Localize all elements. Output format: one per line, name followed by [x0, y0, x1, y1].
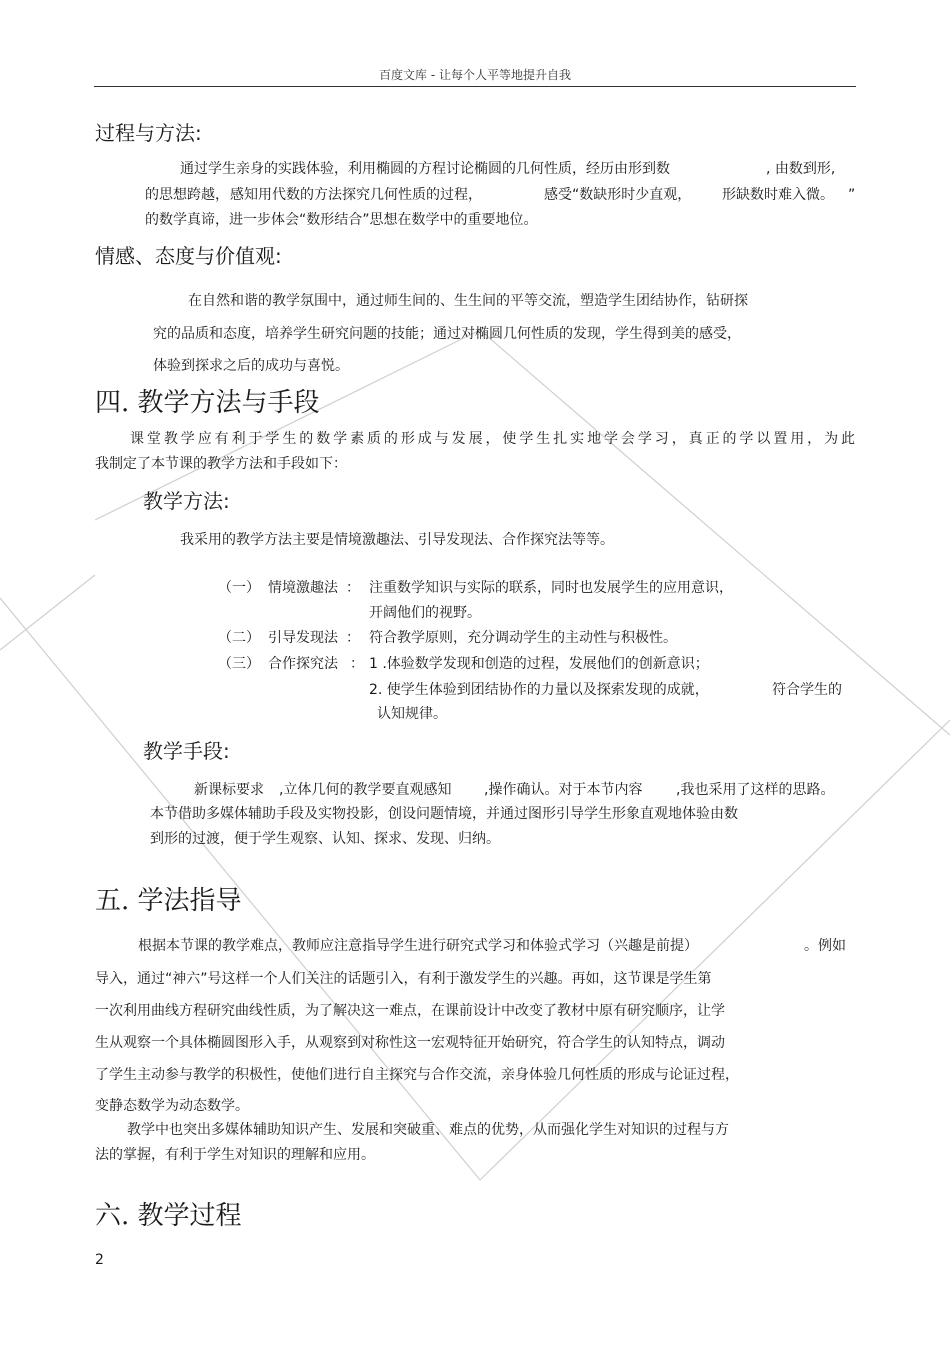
method-1-colon: ：	[346, 580, 360, 596]
method-2-colon: ：	[346, 630, 360, 646]
section5-line-1a: 根据本节课的教学难点，教师应注意指导学生进行研究式学习和体验式学习（兴趣是前提）	[138, 938, 698, 954]
heading-emotion-values: 情感、态度与价值观:	[95, 244, 282, 268]
method-1-name: 情境激趣法	[268, 580, 338, 596]
means-line-1a: 新课标要求	[194, 782, 264, 798]
means-line-2: 本节借助多媒体辅助手段及实物投影，创设问题情境，并通过图形引导学生形象直观地体验由数	[150, 806, 738, 822]
header-title: 百度文库 - 让每个人平等地提升自我	[379, 68, 571, 82]
heading-process-methods: 过程与方法:	[95, 121, 202, 145]
means-line-3: 到形的过渡，便于学生观察、认知、探求、发现、归纳。	[150, 831, 500, 847]
method-2-number: （二）	[218, 630, 260, 646]
means-line-1d: ,我也采用了这样的思路。	[676, 782, 835, 798]
section5-line-6: 变静态数学为动态数学。	[95, 1098, 249, 1114]
section5-line-1b: 。例如	[804, 938, 846, 954]
means-line-1c: ,操作确认。对于本节内容	[484, 782, 643, 798]
means-line-1b: ,立体几何的教学要直观感知	[279, 782, 452, 798]
methods-intro: 我采用的教学方法主要是情境激趣法、引导发现法、合作探究法等等。	[180, 532, 614, 548]
method-3-desc-line-2b: 符合学生的	[772, 682, 842, 698]
section5-line-2: 导入，通过“神六”号这样一个人们关注的话题引入，有利于激发学生的兴趣。再如，这节课是学生第	[95, 971, 712, 987]
method-3-number: （三）	[218, 656, 260, 672]
method-3-desc-line-3: 认知规律。	[377, 706, 447, 722]
method-2-desc: 符合教学原则，充分调动学生的主动性与积极性。	[369, 630, 677, 646]
process-line-1b: , 由数到形,	[766, 161, 836, 177]
method-2-name: 引导发现法	[268, 630, 338, 646]
emotion-line-1: 在自然和谐的教学氛围中，通过师生间的、生生间的平等交流，塑造学生团结协作，钻研探	[188, 293, 748, 309]
method-1-desc-line-2: 开阔他们的视野。	[369, 605, 481, 621]
section5-line-4: 生从观察一个具体椭圆图形入手，从观察到对称性这一宏观特征开始研究，符合学生的认知特点，调动	[95, 1035, 725, 1051]
header-divider	[94, 86, 856, 87]
method-1-desc-line-1: 注重数学知识与实际的联系，同时也发展学生的应用意识，	[369, 580, 733, 596]
heading-section-6: 六. 教学过程	[95, 1201, 242, 1231]
process-line-2a: 的思想跨越，	[145, 187, 229, 203]
page-number: 2	[95, 1252, 104, 1268]
section5-line-5: 了学生主动参与教学的积极性，使他们进行自主探究与合作交流，亲身体验几何性质的形成与论证过程，	[95, 1067, 739, 1083]
process-line-2c: 感受“数缺形时少直观，	[544, 187, 692, 203]
process-line-2b: 感知用代数的方法探究几何性质的过程，	[230, 187, 482, 203]
method-3-desc-line-2a: 2. 使学生体验到团结协作的力量以及探索发现的成就，	[369, 682, 709, 698]
process-line-1a: 通过学生亲身的实践体验，利用椭圆的方程讨论椭圆的几何性质，经历由形到数	[180, 161, 670, 177]
process-line-2d: 形缺数时难入微。	[722, 187, 834, 203]
heading-section-4: 四. 教学方法与手段	[95, 388, 320, 418]
section5-line-7: 教学中也突出多媒体辅助知识产生、发展和突破重、难点的优势，从而强化学生对知识的过程与方	[127, 1122, 729, 1138]
method-3-name: 合作探究法	[268, 656, 338, 672]
heading-teaching-means: 教学手段:	[143, 739, 230, 763]
section4-intro-line-2: 我制定了本节课的教学方法和手段如下：	[95, 456, 347, 472]
section5-line-8: 法的掌握，有利于学生对知识的理解和应用。	[95, 1147, 375, 1163]
method-3-desc-line-1: 1 .体验数学发现和创造的过程，发展他们的创新意识；	[369, 656, 709, 672]
process-line-3: 的数学真谛，进一步体会“数形结合”思想在数学中的重要地位。	[145, 212, 538, 228]
process-line-2e: ”	[848, 187, 856, 203]
method-1-number: （一）	[218, 580, 260, 596]
method-3-colon: ：	[350, 656, 364, 672]
section5-line-3: 一次利用曲线方程研究曲线性质，为了解决这一难点，在课前设计中改变了教材中原有研究顺序，让学	[95, 1003, 725, 1019]
emotion-line-3: 体验到探求之后的成功与喜悦。	[153, 358, 349, 374]
heading-teaching-methods: 教学方法:	[143, 489, 230, 513]
section4-intro-line-1: 课堂教学应有利于学生的数学素质的形成与发展，使学生扎实地学会学习，真正的学以置用，为此	[130, 431, 855, 447]
emotion-line-2: 究的品质和态度，培养学生研究问题的技能；通过对椭圆几何性质的发现，学生得到美的感受，	[153, 326, 741, 342]
heading-section-5: 五. 学法指导	[95, 886, 242, 916]
